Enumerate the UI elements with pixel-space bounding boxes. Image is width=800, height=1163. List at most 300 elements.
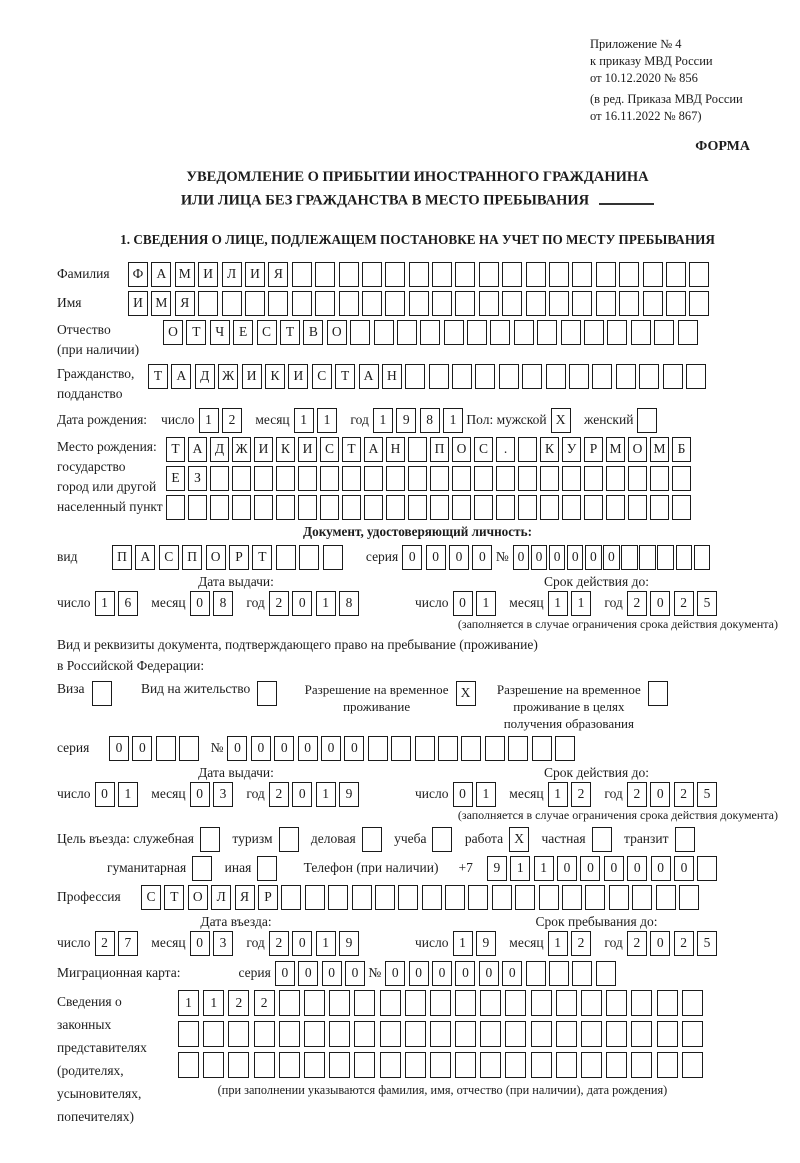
char-box[interactable] [405, 1052, 426, 1078]
char-box[interactable] [228, 1052, 249, 1078]
char-box[interactable] [375, 885, 395, 910]
char-box[interactable] [689, 262, 709, 287]
char-box[interactable] [606, 990, 627, 1016]
char-box[interactable]: 0 [95, 782, 115, 807]
char-box[interactable]: Р [584, 437, 603, 462]
char-box[interactable] [555, 736, 575, 761]
checkbox[interactable] [592, 827, 612, 852]
char-box[interactable]: 2 [674, 591, 694, 616]
checkbox[interactable] [200, 827, 220, 852]
char-box[interactable] [663, 364, 683, 389]
char-box[interactable]: 1 [548, 782, 568, 807]
char-box[interactable]: 8 [213, 591, 233, 616]
char-box[interactable] [455, 262, 475, 287]
char-box[interactable]: 2 [627, 931, 647, 956]
char-box[interactable] [342, 495, 361, 520]
char-box[interactable] [549, 262, 569, 287]
char-box[interactable] [420, 320, 440, 345]
char-box[interactable]: Т [186, 320, 206, 345]
char-box[interactable]: 0 [251, 736, 271, 761]
char-box[interactable]: 0 [455, 961, 475, 986]
char-box[interactable]: 0 [132, 736, 152, 761]
char-box[interactable]: М [175, 262, 195, 287]
char-box[interactable] [198, 291, 218, 316]
char-box[interactable] [496, 466, 515, 491]
char-box[interactable]: Н [382, 364, 402, 389]
char-box[interactable]: 0 [321, 736, 341, 761]
char-box[interactable]: 1 [548, 591, 568, 616]
char-box[interactable] [329, 1052, 350, 1078]
char-box[interactable] [228, 1021, 249, 1047]
char-box[interactable] [505, 990, 526, 1016]
char-box[interactable] [532, 736, 552, 761]
char-box[interactable]: А [359, 364, 379, 389]
char-box[interactable] [292, 291, 312, 316]
char-box[interactable]: 0 [322, 961, 342, 986]
char-box[interactable] [222, 291, 242, 316]
char-box[interactable]: З [188, 466, 207, 491]
char-box[interactable]: 7 [118, 931, 138, 956]
char-box[interactable]: К [265, 364, 285, 389]
char-box[interactable]: И [288, 364, 308, 389]
checkbox[interactable] [279, 827, 299, 852]
char-box[interactable]: 0 [449, 545, 469, 570]
char-box[interactable] [596, 961, 616, 986]
char-box[interactable]: 5 [697, 591, 717, 616]
char-box[interactable] [479, 291, 499, 316]
char-box[interactable] [362, 262, 382, 287]
char-box[interactable]: 2 [674, 931, 694, 956]
char-box[interactable] [323, 545, 343, 570]
checkbox[interactable] [637, 408, 657, 433]
char-box[interactable] [666, 262, 686, 287]
char-box[interactable] [672, 495, 691, 520]
char-box[interactable] [584, 320, 604, 345]
char-box[interactable] [639, 545, 656, 570]
checkbox[interactable] [362, 827, 382, 852]
char-box[interactable]: 8 [339, 591, 359, 616]
char-box[interactable]: 0 [292, 591, 312, 616]
char-box[interactable] [430, 495, 449, 520]
char-box[interactable] [339, 262, 359, 287]
char-box[interactable] [304, 990, 325, 1016]
char-box[interactable] [531, 1021, 552, 1047]
char-box[interactable] [364, 466, 383, 491]
char-box[interactable] [480, 1021, 501, 1047]
char-box[interactable] [657, 1052, 678, 1078]
char-box[interactable]: Т [335, 364, 355, 389]
char-box[interactable] [354, 1052, 375, 1078]
char-box[interactable]: О [206, 545, 226, 570]
char-box[interactable]: 2 [571, 931, 591, 956]
char-box[interactable]: 9 [339, 931, 359, 956]
char-box[interactable] [408, 495, 427, 520]
char-box[interactable] [179, 736, 199, 761]
char-box[interactable]: 0 [502, 961, 522, 986]
char-box[interactable] [639, 364, 659, 389]
char-box[interactable] [405, 1021, 426, 1047]
char-box[interactable] [518, 466, 537, 491]
char-box[interactable] [415, 736, 435, 761]
char-box[interactable] [499, 364, 519, 389]
char-box[interactable] [391, 736, 411, 761]
char-box[interactable]: 3 [213, 931, 233, 956]
char-box[interactable] [540, 466, 559, 491]
char-box[interactable] [432, 262, 452, 287]
char-box[interactable] [631, 1021, 652, 1047]
char-box[interactable]: М [151, 291, 171, 316]
char-box[interactable] [315, 262, 335, 287]
char-box[interactable]: С [320, 437, 339, 462]
char-box[interactable]: И [198, 262, 218, 287]
char-box[interactable] [304, 1052, 325, 1078]
char-box[interactable]: 9 [339, 782, 359, 807]
char-box[interactable] [679, 885, 699, 910]
char-box[interactable]: Д [210, 437, 229, 462]
char-box[interactable] [298, 495, 317, 520]
char-box[interactable] [354, 1021, 375, 1047]
char-box[interactable] [585, 885, 605, 910]
char-box[interactable] [546, 364, 566, 389]
char-box[interactable] [475, 364, 495, 389]
char-box[interactable] [455, 1021, 476, 1047]
char-box[interactable]: О [327, 320, 347, 345]
char-box[interactable] [398, 885, 418, 910]
char-box[interactable]: 0 [274, 736, 294, 761]
char-box[interactable]: 2 [269, 931, 289, 956]
char-box[interactable]: 0 [557, 856, 577, 881]
char-box[interactable] [689, 291, 709, 316]
char-box[interactable] [386, 495, 405, 520]
char-box[interactable] [329, 990, 350, 1016]
char-box[interactable] [572, 961, 592, 986]
char-box[interactable] [514, 320, 534, 345]
char-box[interactable] [422, 885, 442, 910]
char-box[interactable]: 0 [513, 545, 530, 570]
char-box[interactable] [508, 736, 528, 761]
char-box[interactable]: 0 [275, 961, 295, 986]
char-box[interactable]: 0 [479, 961, 499, 986]
char-box[interactable]: 1 [118, 782, 138, 807]
char-box[interactable] [362, 291, 382, 316]
char-box[interactable]: 2 [95, 931, 115, 956]
char-box[interactable] [254, 1052, 275, 1078]
char-box[interactable] [654, 320, 674, 345]
char-box[interactable]: 0 [190, 931, 210, 956]
char-box[interactable] [461, 736, 481, 761]
char-box[interactable] [455, 990, 476, 1016]
char-box[interactable] [656, 885, 676, 910]
char-box[interactable]: 0 [190, 782, 210, 807]
char-box[interactable]: С [474, 437, 493, 462]
char-box[interactable] [374, 320, 394, 345]
char-box[interactable]: 2 [222, 408, 242, 433]
char-box[interactable]: 0 [298, 961, 318, 986]
char-box[interactable]: 0 [650, 591, 670, 616]
char-box[interactable] [556, 1021, 577, 1047]
char-box[interactable]: Е [233, 320, 253, 345]
char-box[interactable]: О [628, 437, 647, 462]
char-box[interactable] [279, 990, 300, 1016]
char-box[interactable]: Т [342, 437, 361, 462]
char-box[interactable] [682, 990, 703, 1016]
char-box[interactable] [539, 885, 559, 910]
char-box[interactable]: 1 [510, 856, 530, 881]
char-box[interactable]: 1 [178, 990, 199, 1016]
char-box[interactable]: 0 [650, 782, 670, 807]
char-box[interactable] [452, 495, 471, 520]
char-box[interactable] [596, 291, 616, 316]
char-box[interactable]: 2 [627, 591, 647, 616]
char-box[interactable] [606, 466, 625, 491]
char-box[interactable] [305, 885, 325, 910]
char-box[interactable]: М [650, 437, 669, 462]
char-box[interactable] [596, 262, 616, 287]
char-box[interactable]: Т [166, 437, 185, 462]
char-box[interactable] [245, 291, 265, 316]
char-box[interactable] [549, 961, 569, 986]
char-box[interactable]: С [141, 885, 161, 910]
char-box[interactable] [676, 545, 693, 570]
char-box[interactable]: О [163, 320, 183, 345]
char-box[interactable] [430, 466, 449, 491]
char-box[interactable]: 0 [453, 591, 473, 616]
char-box[interactable]: 0 [426, 545, 446, 570]
char-box[interactable] [672, 466, 691, 491]
checkbox-marked[interactable]: X [509, 827, 529, 852]
char-box[interactable] [281, 885, 301, 910]
char-box[interactable] [682, 1052, 703, 1078]
char-box[interactable]: Т [280, 320, 300, 345]
char-box[interactable]: 0 [585, 545, 602, 570]
char-box[interactable]: 1 [316, 931, 336, 956]
char-box[interactable] [455, 291, 475, 316]
char-box[interactable] [515, 885, 535, 910]
char-box[interactable] [616, 364, 636, 389]
char-box[interactable]: 1 [294, 408, 314, 433]
char-box[interactable] [452, 466, 471, 491]
checkbox[interactable] [257, 856, 277, 881]
char-box[interactable]: . [496, 437, 515, 462]
char-box[interactable] [329, 1021, 350, 1047]
char-box[interactable]: 9 [476, 931, 496, 956]
char-box[interactable] [254, 1021, 275, 1047]
char-box[interactable] [328, 885, 348, 910]
char-box[interactable] [485, 736, 505, 761]
char-box[interactable] [385, 262, 405, 287]
char-box[interactable]: Т [252, 545, 272, 570]
char-box[interactable]: 0 [385, 961, 405, 986]
char-box[interactable] [380, 990, 401, 1016]
char-box[interactable]: А [364, 437, 383, 462]
char-box[interactable] [474, 495, 493, 520]
char-box[interactable] [628, 495, 647, 520]
char-box[interactable] [279, 1052, 300, 1078]
char-box[interactable] [697, 856, 717, 881]
char-box[interactable]: Л [222, 262, 242, 287]
char-box[interactable] [304, 1021, 325, 1047]
char-box[interactable] [203, 1052, 224, 1078]
char-box[interactable] [505, 1021, 526, 1047]
char-box[interactable]: 2 [269, 782, 289, 807]
char-box[interactable] [619, 262, 639, 287]
char-box[interactable] [584, 495, 603, 520]
char-box[interactable] [156, 736, 176, 761]
char-box[interactable]: В [303, 320, 323, 345]
char-box[interactable] [531, 1052, 552, 1078]
char-box[interactable] [650, 466, 669, 491]
char-box[interactable]: 1 [548, 931, 568, 956]
char-box[interactable] [628, 466, 647, 491]
char-box[interactable] [643, 291, 663, 316]
char-box[interactable] [385, 291, 405, 316]
char-box[interactable] [643, 262, 663, 287]
char-box[interactable]: 0 [567, 545, 584, 570]
char-box[interactable]: 0 [227, 736, 247, 761]
char-box[interactable]: Р [258, 885, 278, 910]
char-box[interactable] [268, 291, 288, 316]
char-box[interactable] [444, 320, 464, 345]
char-box[interactable]: Л [211, 885, 231, 910]
char-box[interactable] [188, 495, 207, 520]
char-box[interactable]: 1 [203, 990, 224, 1016]
char-box[interactable] [409, 291, 429, 316]
char-box[interactable] [368, 736, 388, 761]
char-box[interactable]: И [242, 364, 262, 389]
char-box[interactable] [320, 495, 339, 520]
char-box[interactable] [432, 291, 452, 316]
char-box[interactable] [492, 885, 512, 910]
char-box[interactable]: А [171, 364, 191, 389]
char-box[interactable] [496, 495, 515, 520]
char-box[interactable] [562, 495, 581, 520]
char-box[interactable] [581, 990, 602, 1016]
char-box[interactable] [405, 364, 425, 389]
char-box[interactable]: 1 [571, 591, 591, 616]
char-box[interactable]: 0 [604, 856, 624, 881]
char-box[interactable]: 0 [190, 591, 210, 616]
char-box[interactable]: С [257, 320, 277, 345]
char-box[interactable]: 9 [487, 856, 507, 881]
char-box[interactable]: 5 [697, 782, 717, 807]
char-box[interactable] [166, 495, 185, 520]
char-box[interactable]: К [276, 437, 295, 462]
char-box[interactable] [178, 1021, 199, 1047]
char-box[interactable]: Ч [210, 320, 230, 345]
char-box[interactable]: 1 [95, 591, 115, 616]
char-box[interactable] [657, 1021, 678, 1047]
char-box[interactable] [632, 885, 652, 910]
char-box[interactable] [631, 1052, 652, 1078]
char-box[interactable]: И [245, 262, 265, 287]
char-box[interactable] [682, 1021, 703, 1047]
char-box[interactable]: 0 [298, 736, 318, 761]
char-box[interactable]: Е [166, 466, 185, 491]
char-box[interactable]: 0 [651, 856, 671, 881]
char-box[interactable] [276, 495, 295, 520]
char-box[interactable] [621, 545, 638, 570]
char-box[interactable] [562, 466, 581, 491]
char-box[interactable] [380, 1052, 401, 1078]
checkbox[interactable] [648, 681, 668, 706]
char-box[interactable]: 0 [627, 856, 647, 881]
char-box[interactable]: И [298, 437, 317, 462]
char-box[interactable] [315, 291, 335, 316]
char-box[interactable]: 0 [603, 545, 620, 570]
char-box[interactable]: 0 [402, 545, 422, 570]
char-box[interactable] [606, 495, 625, 520]
char-box[interactable] [430, 1021, 451, 1047]
char-box[interactable]: 8 [420, 408, 440, 433]
char-box[interactable] [429, 364, 449, 389]
char-box[interactable] [430, 1052, 451, 1078]
char-box[interactable]: 0 [109, 736, 129, 761]
char-box[interactable] [408, 466, 427, 491]
char-box[interactable]: 0 [580, 856, 600, 881]
char-box[interactable] [276, 545, 296, 570]
char-box[interactable]: 1 [476, 591, 496, 616]
char-box[interactable] [581, 1052, 602, 1078]
char-box[interactable] [467, 320, 487, 345]
char-box[interactable] [562, 885, 582, 910]
char-box[interactable] [581, 1021, 602, 1047]
char-box[interactable] [480, 990, 501, 1016]
char-box[interactable]: 1 [316, 591, 336, 616]
char-box[interactable] [686, 364, 706, 389]
char-box[interactable] [572, 291, 592, 316]
char-box[interactable]: 1 [316, 782, 336, 807]
char-box[interactable] [505, 1052, 526, 1078]
char-box[interactable] [452, 364, 472, 389]
char-box[interactable] [518, 437, 537, 462]
char-box[interactable]: Я [175, 291, 195, 316]
char-box[interactable] [606, 1052, 627, 1078]
char-box[interactable]: Ж [218, 364, 238, 389]
char-box[interactable]: 0 [650, 931, 670, 956]
char-box[interactable] [438, 736, 458, 761]
char-box[interactable]: 0 [432, 961, 452, 986]
checkbox[interactable] [675, 827, 695, 852]
char-box[interactable] [522, 364, 542, 389]
char-box[interactable] [276, 466, 295, 491]
char-box[interactable] [352, 885, 372, 910]
char-box[interactable]: 1 [534, 856, 554, 881]
char-box[interactable] [490, 320, 510, 345]
char-box[interactable] [606, 1021, 627, 1047]
checkbox-marked[interactable]: X [456, 681, 476, 706]
checkbox[interactable] [192, 856, 212, 881]
char-box[interactable] [474, 466, 493, 491]
char-box[interactable]: 5 [697, 931, 717, 956]
char-box[interactable] [556, 990, 577, 1016]
char-box[interactable]: 1 [373, 408, 393, 433]
char-box[interactable] [298, 466, 317, 491]
char-box[interactable]: 0 [292, 931, 312, 956]
char-box[interactable]: Т [148, 364, 168, 389]
char-box[interactable]: Р [229, 545, 249, 570]
char-box[interactable] [430, 990, 451, 1016]
char-box[interactable]: И [254, 437, 273, 462]
char-box[interactable]: Н [386, 437, 405, 462]
char-box[interactable] [694, 545, 711, 570]
char-box[interactable]: 9 [396, 408, 416, 433]
checkbox[interactable] [257, 681, 277, 706]
char-box[interactable] [609, 885, 629, 910]
char-box[interactable] [386, 466, 405, 491]
char-box[interactable] [232, 466, 251, 491]
char-box[interactable] [526, 262, 546, 287]
char-box[interactable] [350, 320, 370, 345]
